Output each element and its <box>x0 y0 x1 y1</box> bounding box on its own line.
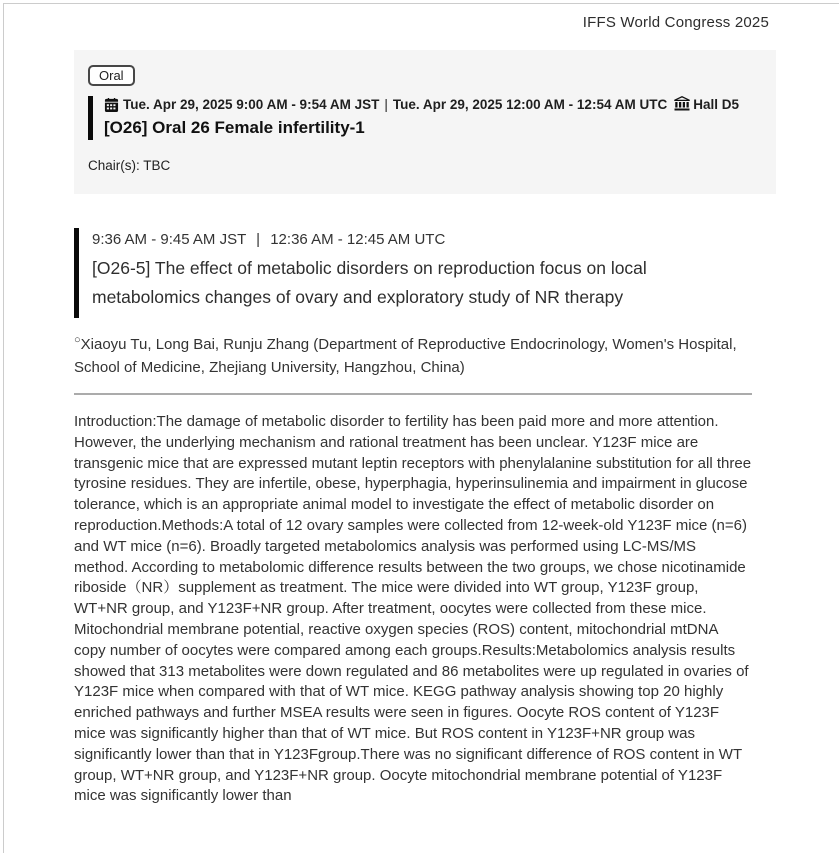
presentation-title: [O26-5] The effect of metabolic disorders on reproduction focus on local metabolomics changes of ovary and exploratory study of NR therapy <box>92 258 647 307</box>
session-title: [O26] Oral 26 Female infertility-1 <box>104 118 365 137</box>
abstract-text: Introduction:The damage of metabolic disorder to fertility has been paid more and more attention. However, the underlying mechanism and rational treatment has been unclear. Y123F mice are transgenic mice that are expressed mutant leptin receptors with phenylalanine substitution for all three tyrosine residues. They are infertile, obese, hyperphagia, hyperinsulinemia and impairment in glucose tolerance, which is an appropriate animal model to investigate the effect of metabolic disorder on reproduction.Methods:A total of 12 ovary samples were collected from 12-week-old Y123F mice (n=6) and WT mice (n=6). Broadly targeted metabolomics analysis was performed using LC-MS/MS method. According to metabolomic difference results between the two groups, we chose nicotinamide riboside（NR）supplement as treatment. The mice were divided into WT group, Y123F group, WT+NR group, and Y123F+NR group. After treatment, oocytes were collected from these mice. Mitochondrial membrane potential, reactive oxygen species (ROS) content, mitochondrial mtDNA copy number of oocytes were compared among each groups.Results:Metabolomics analysis results showed that 313 metabolites were down regulated and 86 metabolites were up regulated in ovaries of Y123F mice when compared with that of WT mice. KEGG pathway analysis showing top 20 highly enriched pathways and further MSEA results were seen in figures. Oocyte ROS content of Y123F mice was significantly higher than that of WT mice. But ROS content in Y123F+NR group was significantly lower than that in Y123Fgroup.There was no significant difference of ROS content in WT group, WT+NR group, and Y123F+NR group. Oocyte mitochondrial membrane potential of Y123F mice was significantly lower than <box>74 413 752 805</box>
time-separator: | <box>256 231 261 248</box>
session-datetime-row <box>104 96 758 112</box>
authors-text: Xiaoyu Tu, Long Bai, Runju Zhang (Department of Reproductive Endocrinology, Women's Hospital, School of Medicine, Zhejiang University, Hangzhou, China) <box>74 336 737 376</box>
site-title: IFFS World Congress 2025 <box>582 14 769 31</box>
session-type-badge: Oral <box>88 65 135 86</box>
session-main-block <box>88 96 758 140</box>
presentation-section <box>74 228 779 807</box>
authors-line <box>74 333 762 379</box>
session-chairs: Chair(s): TBC <box>88 158 171 173</box>
session-header-panel <box>74 50 776 194</box>
page-container <box>3 3 839 853</box>
presentation-time-jst: 9:36 AM - 9:45 AM JST <box>92 231 246 248</box>
bank-icon <box>674 96 690 112</box>
calendar-icon <box>104 97 119 112</box>
section-divider <box>74 393 752 395</box>
circle-marker-icon: ○ <box>74 334 81 346</box>
presentation-time-utc: 12:36 AM - 12:45 AM UTC <box>270 231 446 248</box>
session-venue: Hall D5 <box>693 96 739 112</box>
presentation-time-row <box>92 231 779 248</box>
session-time-jst: Tue. Apr 29, 2025 9:00 AM - 9:54 AM JST <box>123 96 380 112</box>
presentation-main-block <box>74 228 779 318</box>
time-separator: | <box>384 96 388 112</box>
session-time-utc: Tue. Apr 29, 2025 12:00 AM - 12:54 AM UTC <box>392 96 668 112</box>
